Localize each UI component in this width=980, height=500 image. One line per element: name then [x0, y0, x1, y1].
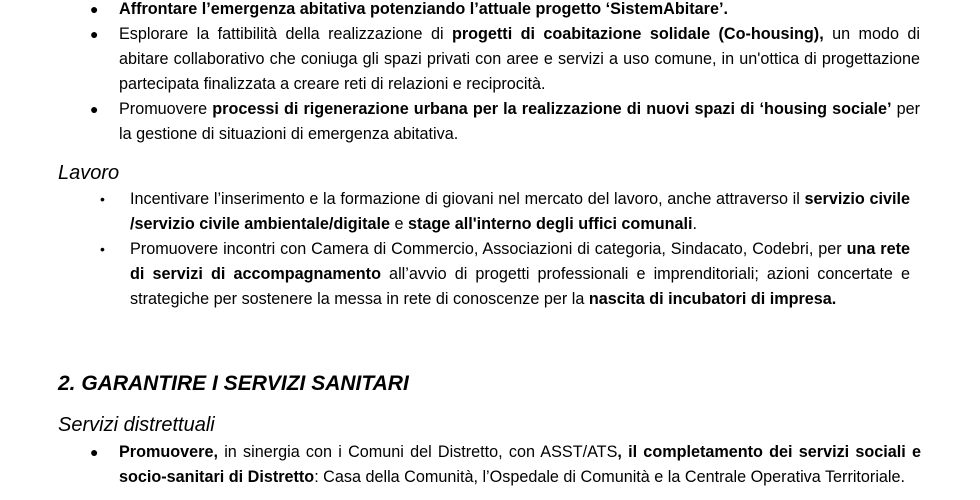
list-item [90, 97, 920, 147]
bold-text: stage all'interno degli uffici comunali [408, 215, 693, 233]
text: un modo di abitare collaborativo che coniuga gli spazi privati con aree e servizi a uso comune, in un'ottica di progettazione partecipata finalizzata a creare reti di relazioni e reciprocità. [119, 25, 921, 93]
bullet-icon: • [100, 191, 105, 207]
housing-list [0, 0, 920, 147]
text: all’avvio di progetti professionali e imprenditoriali; azioni concertate e strategiche per sostenere la messa in rete di conoscenze per la [130, 265, 910, 308]
text: Esplorare la fattibilità della realizzazione di [119, 25, 452, 43]
bold-text: Promuovere, [119, 443, 218, 461]
subheading-servizi: Servizi distrettuali [58, 414, 215, 436]
list-item [100, 237, 910, 312]
text: per la gestione di situazioni di emergenza abitativa. [119, 100, 920, 143]
bullet-icon: • [100, 241, 105, 257]
bullet-icon: ● [90, 26, 99, 42]
text: Promuovere incontri con Camera di Commercio, Associazioni di categoria, Sindacato, Codebri, per [130, 240, 847, 258]
bold-text: nascita di incubatori di impresa. [588, 290, 837, 308]
bold-text: una rete di servizi di accompagnamento [130, 240, 910, 283]
text: in sinergia con i Comuni del Distretto, con ASST/ATS [217, 443, 618, 461]
text: : Casa della Comunità, l’Ospedale di Comunità e la Centrale Operativa Territoriale. [314, 468, 906, 486]
text: Incentivare l’inserimento e la formazione di giovani nel mercato del lavoro, anche attraverso il [130, 190, 805, 208]
servizi-list [0, 440, 921, 490]
list-item [90, 440, 922, 490]
bold-text: , il completamento dei servizi sociali e socio-sanitari di Distretto [119, 443, 922, 486]
bullet-icon: ● [90, 1, 99, 17]
text: . [692, 215, 697, 233]
lavoro-list [0, 187, 910, 312]
section-heading: 2. GARANTIRE I SERVIZI SANITARI [58, 372, 409, 395]
text: e [390, 215, 409, 233]
bold-text: processi di rigenerazione urbana per la realizzazione di nuovi spazi di ‘housing sociale’ [212, 100, 892, 118]
subheading-lavoro: Lavoro [58, 162, 120, 184]
bullet-icon: ● [90, 101, 99, 117]
list-item [90, 0, 920, 22]
bold-text: Affrontare l’emergenza abitativa potenziando l’attuale progetto ‘SistemAbitare’. [119, 0, 728, 18]
text: Promuovere [119, 100, 213, 118]
bold-text: progetti di coabitazione solidale (Co-housing), [451, 25, 824, 43]
bullet-icon: ● [90, 444, 99, 460]
list-item [90, 22, 921, 97]
list-item [100, 187, 910, 237]
bold-text: servizio civile /servizio civile ambientale/digitale [130, 190, 910, 233]
